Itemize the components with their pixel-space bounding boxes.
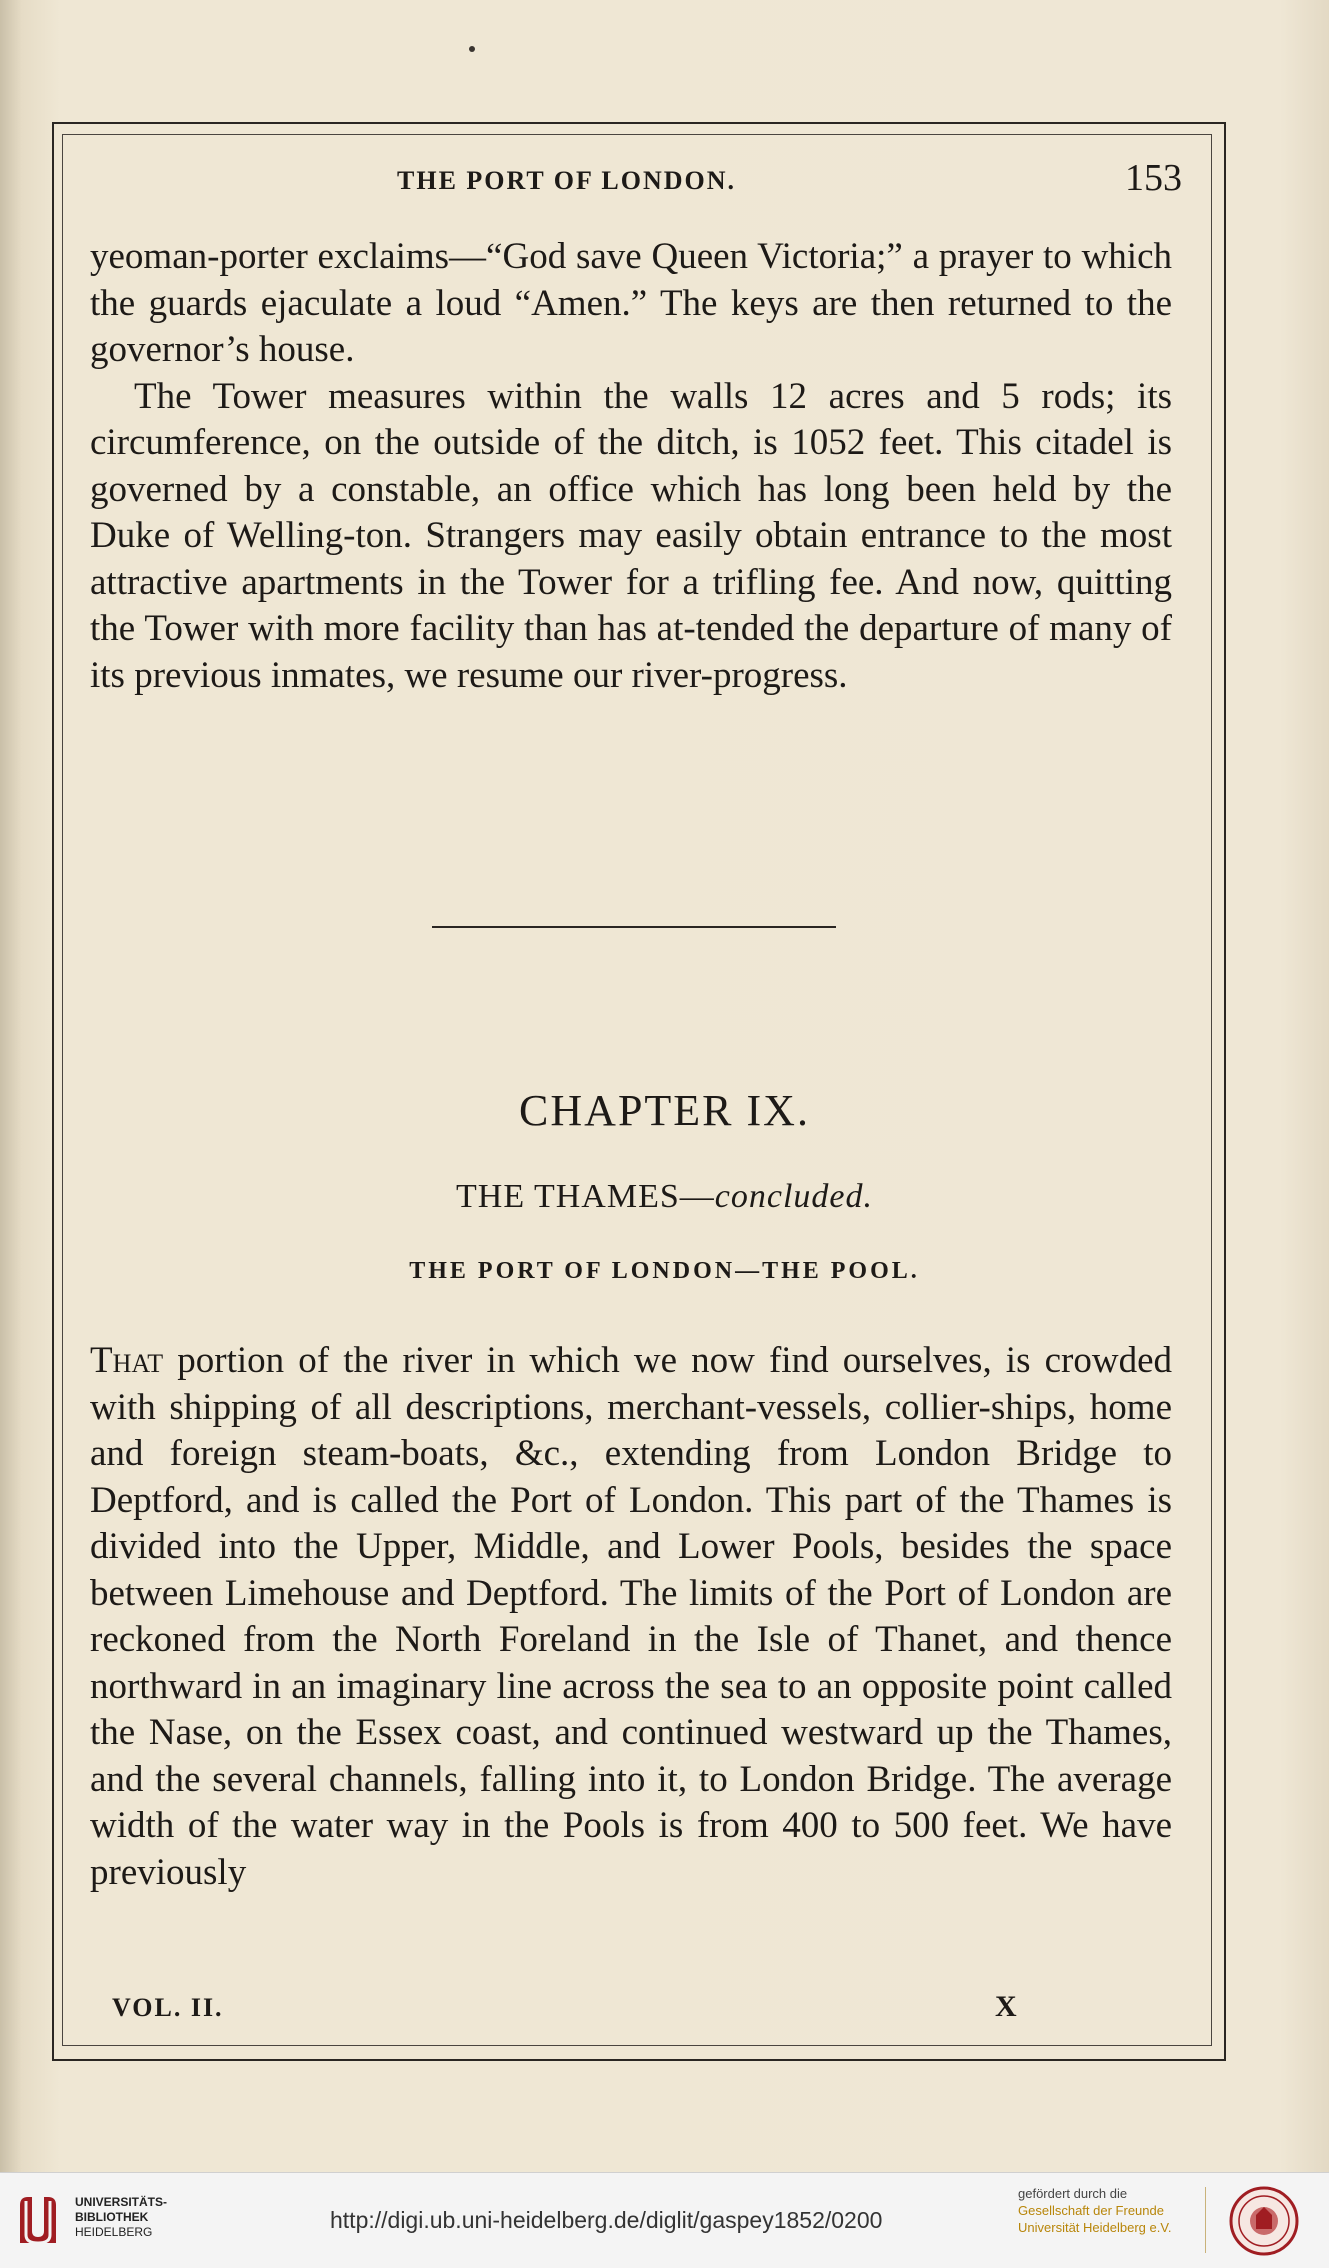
sponsor-line-3: Universität Heidelberg e.V.	[1018, 2220, 1172, 2235]
sponsor-line-1: gefördert durch die	[1018, 2186, 1128, 2201]
section-rule	[432, 926, 836, 928]
library-name	[75, 2195, 167, 2240]
library-line-2: BIBLIOTHEK	[75, 2210, 149, 2224]
chapter-body	[90, 1338, 1172, 1896]
sponsor-line-2: Gesellschaft der Freunde	[1018, 2203, 1164, 2218]
university-seal-icon	[1222, 2185, 1306, 2257]
ub-heidelberg-logo-icon	[14, 2191, 64, 2249]
running-head	[62, 157, 1182, 202]
gathering-mark: X	[995, 1990, 1017, 2023]
paragraph-port	[90, 1338, 1172, 1896]
section-heading: THE PORT OF LONDON—THE POOL.	[409, 1258, 920, 1284]
paragraph-port-text: portion of the river in which we now find ourselves, is crowded with shipping of all descriptions, merchant-vessels, collier-ships, home and foreign steam-boats, &c., extending from London Bridge to Deptford, and is called the Port of London. This part of the Thames is divided into the Upper, Middle, and Lower Pools, besides the space between Limehouse and Deptford. The limits of the Port of London are reckoned from the North Foreland in the Isle of Thanet, and thence northward in an imaginary line across the sea to an opposite point called the Nase, on the Essex coast, and continued westward up the Thames, and the several channels, falling into it, to London Bridge. The average width of the water way in the Pools is from 400 to 500 feet. We have previously	[90, 1340, 1172, 1893]
sponsor-text	[1018, 2185, 1171, 2236]
source-url-link[interactable]: http://digi.ub.uni-heidelberg.de/diglit/gaspey1852/0200	[330, 2207, 883, 2233]
sponsor-divider	[1205, 2187, 1206, 2253]
lead-word: That	[90, 1340, 164, 1381]
signature-mark: VOL. II.	[112, 1993, 224, 2022]
library-line-3: HEIDELBERG	[75, 2225, 153, 2239]
paragraph-tower: The Tower measures within the walls 12 acres and 5 rods; its circumference, on the outside of the ditch, is 1052 feet. This citadel is governed by a constable, an office which has long been held by the Duke of Welling-ton. Strangers may easily obtain entrance to the most attractive apartments in the Tower for a trifling fee. And now, quitting the Tower with more facility than has at-tended the departure of many of its previous inmates, we resume our river-progress.	[90, 375, 1172, 696]
ink-dot	[469, 46, 475, 52]
chapter-subtitle	[0, 1178, 1329, 1216]
running-title: THE PORT OF LONDON.	[397, 166, 737, 195]
paragraph-continued: yeoman-porter exclaims—“God save Queen Victoria;” a prayer to which the guards ejaculate a loud “Amen.” The keys are then returned to the governor’s house.	[90, 236, 1172, 370]
digitization-banner	[0, 2172, 1329, 2268]
page-number: 153	[1125, 157, 1182, 199]
chapter-title: CHAPTER IX.	[519, 1086, 810, 1135]
top-text-block	[90, 234, 1172, 699]
chapter-subtitle-italic: concluded.	[714, 1178, 873, 1215]
chapter-subtitle-main: THE THAMES—	[456, 1178, 715, 1215]
library-line-1: UNIVERSITÄTS-	[75, 2195, 168, 2209]
